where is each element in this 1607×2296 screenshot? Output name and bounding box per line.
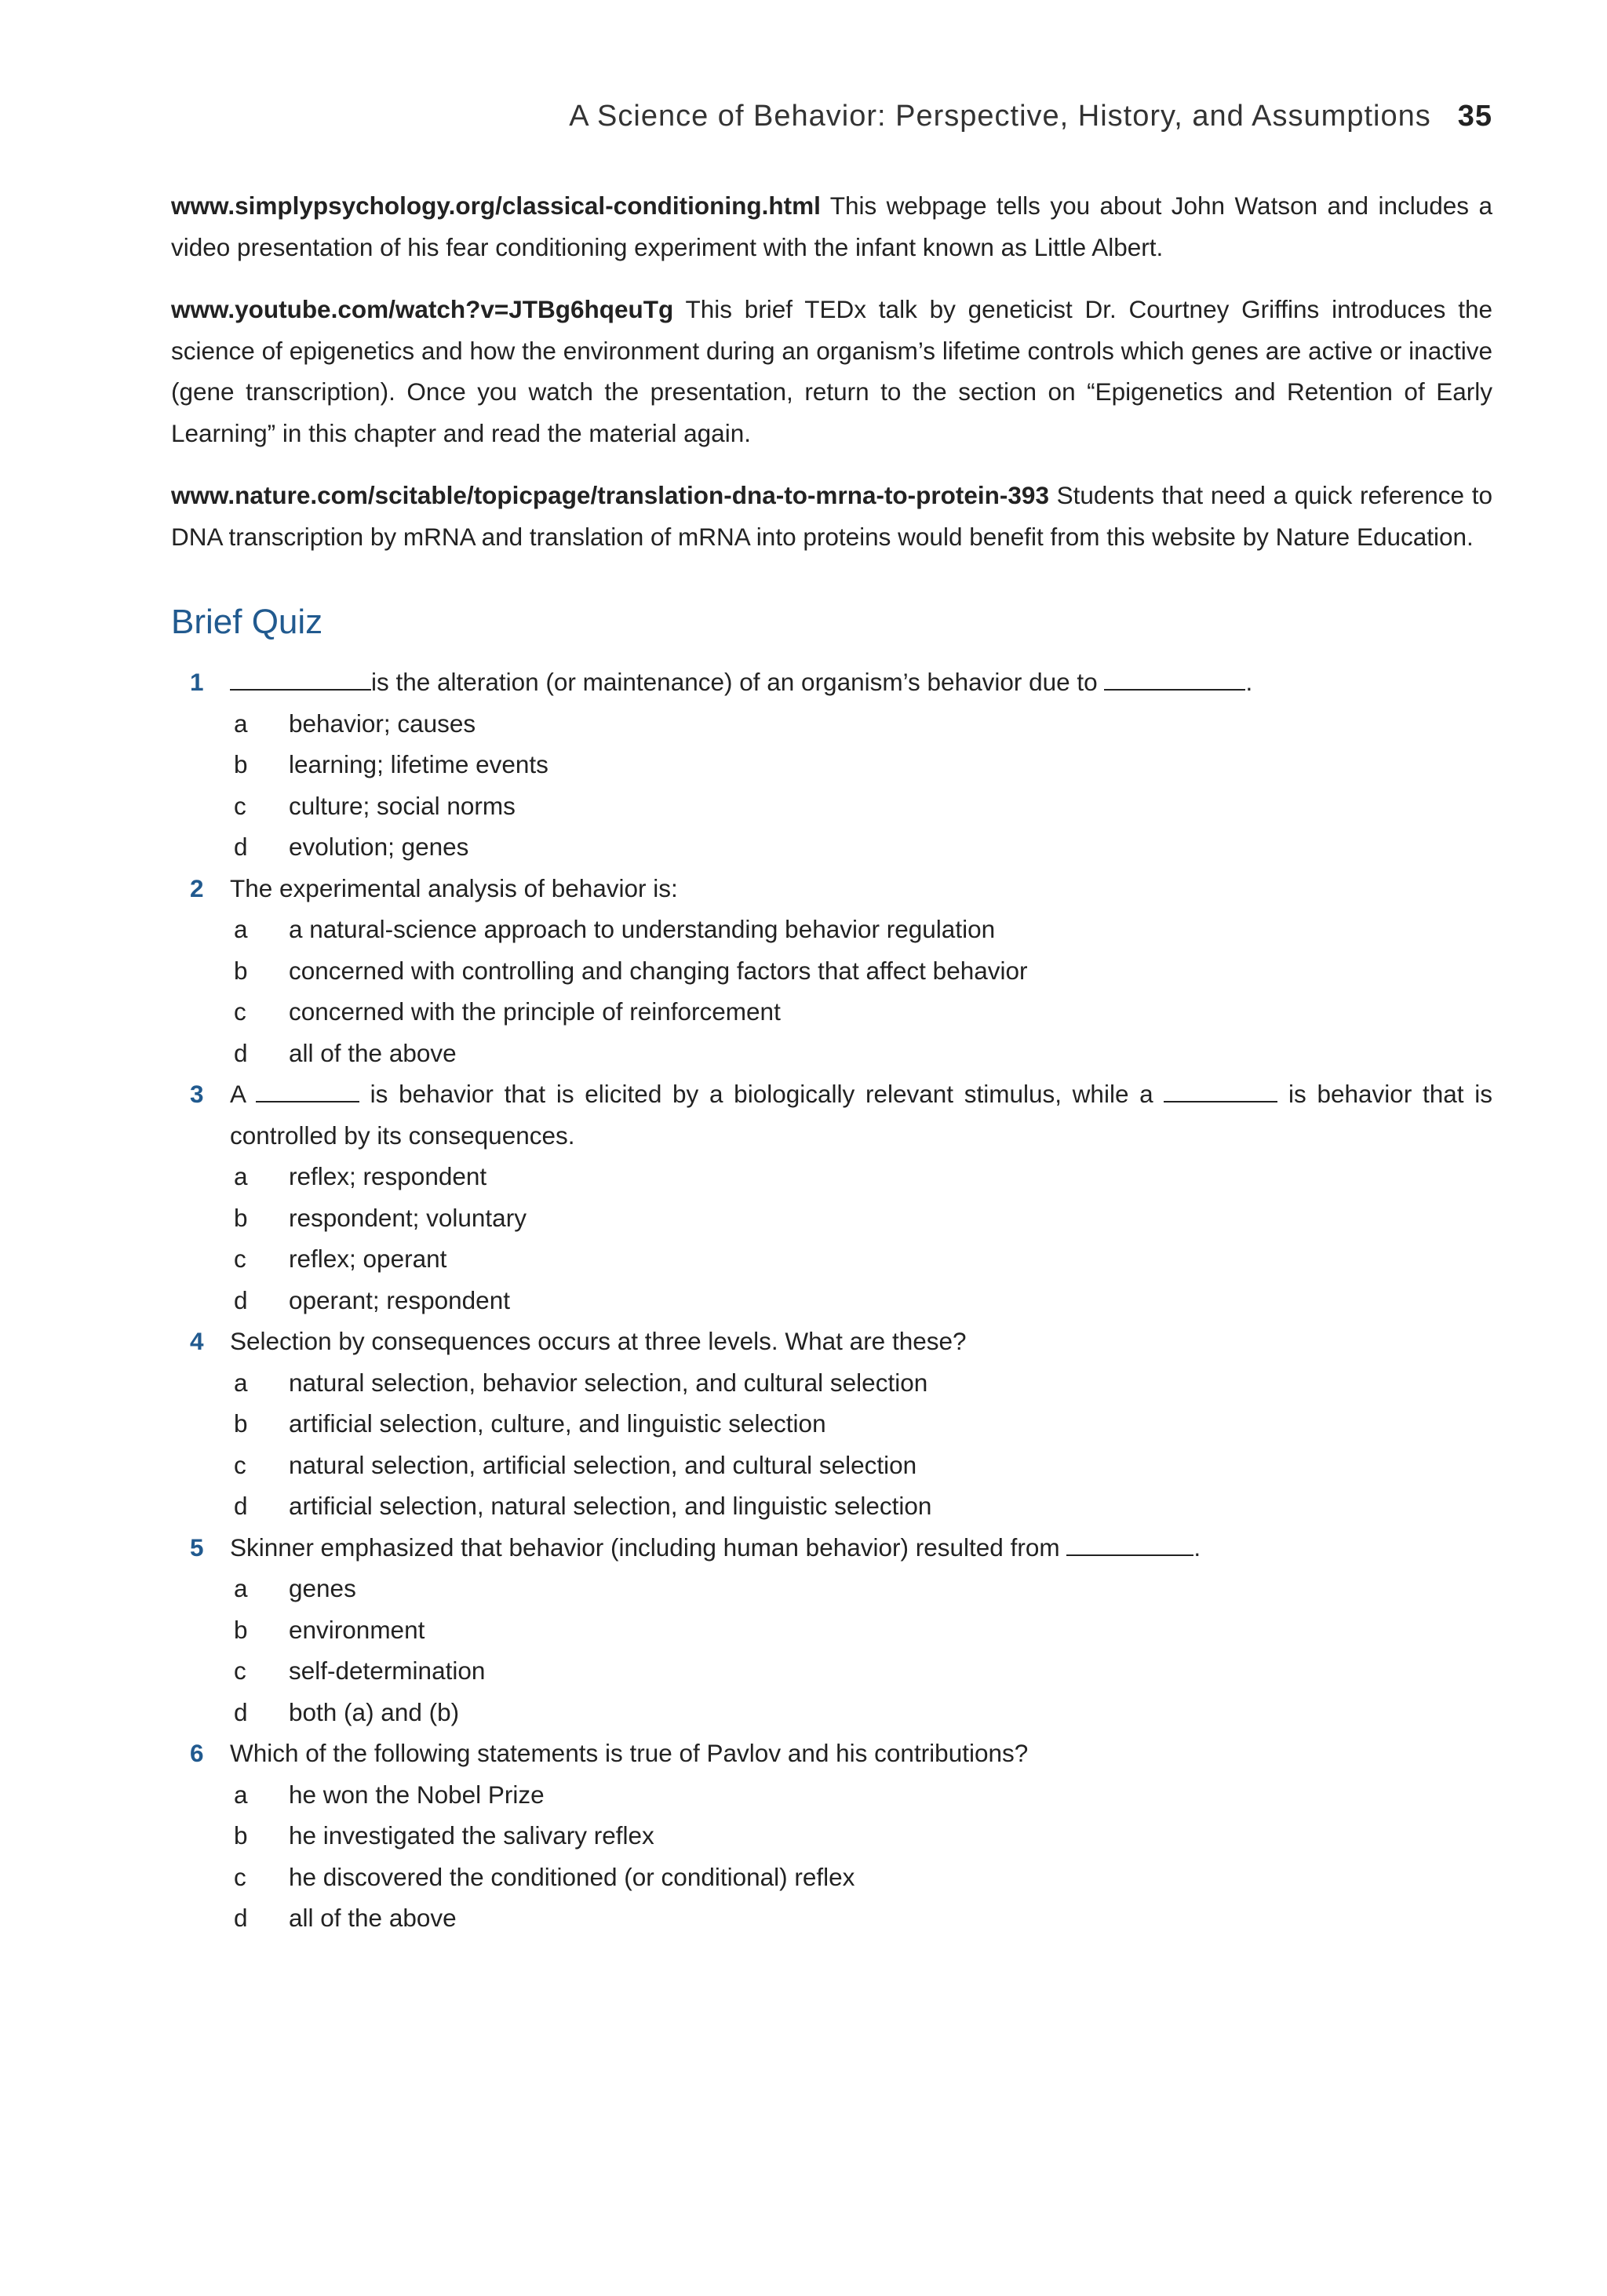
- answer-option: [171, 991, 1492, 1033]
- resource-description: Students that need a quick reference to DNA transcription by mRNA and translation of mRNA into proteins would benefit from this website by Nature Education.: [171, 481, 1492, 551]
- question-text: The experimental analysis of behavior is:: [230, 873, 678, 902]
- option-text: artificial selection, natural selection, and linguistic selection: [289, 1492, 932, 1520]
- question-text: Selection by consequences occurs at three levels. What are these?: [230, 1327, 967, 1355]
- option-text: he won the Nobel Prize: [289, 1780, 545, 1809]
- answer-option: [171, 785, 1492, 827]
- fill-in-blank: [1066, 1532, 1193, 1556]
- answer-option: [171, 1857, 1492, 1898]
- question-stem: [171, 1073, 1492, 1156]
- answer-option: [171, 1280, 1492, 1321]
- fill-in-blank: [256, 1079, 359, 1102]
- question-text: Which of the following statements is true of Pavlov and his contributions?: [230, 1739, 1029, 1767]
- option-text: environment: [289, 1615, 425, 1644]
- answer-option: [171, 1485, 1492, 1527]
- option-text: reflex; respondent: [289, 1162, 487, 1190]
- question-stem: [171, 1733, 1492, 1774]
- question-number: 2: [190, 873, 204, 902]
- option-letter: b: [234, 1203, 248, 1232]
- quiz-question: [171, 868, 1492, 1074]
- option-letter: b: [234, 1409, 248, 1438]
- option-text: operant; respondent: [289, 1285, 510, 1314]
- option-letter: c: [234, 1450, 246, 1479]
- option-letter: b: [234, 750, 248, 778]
- answer-option: [171, 1568, 1492, 1609]
- question-number: 6: [190, 1739, 204, 1767]
- resource-description: This webpage tells you about John Watson and includes a video presentation of his fear conditioning experiment with the infant known as Little Albert.: [171, 191, 1492, 261]
- option-letter: c: [234, 1656, 246, 1685]
- option-text: reflex; operant: [289, 1245, 447, 1273]
- option-text: genes: [289, 1574, 356, 1602]
- resource-url: www.youtube.com/watch?v=JTBg6hqeuTg: [171, 295, 674, 323]
- answer-option: [171, 1238, 1492, 1280]
- question-stem: [171, 1321, 1492, 1362]
- quiz-heading: Brief Quiz: [171, 603, 323, 641]
- option-letter: d: [234, 1492, 248, 1520]
- answer-option: [171, 1362, 1492, 1404]
- option-letter: c: [234, 1245, 246, 1273]
- answer-option: [171, 1692, 1492, 1733]
- page-number: 35: [1457, 100, 1492, 133]
- option-letter: a: [234, 1368, 248, 1397]
- quiz-question: [171, 661, 1492, 868]
- fill-in-blank: [230, 667, 371, 691]
- option-text: natural selection, behavior selection, and cultural selection: [289, 1368, 928, 1397]
- answer-option: [171, 1609, 1492, 1651]
- option-text: both (a) and (b): [289, 1697, 460, 1726]
- question-text: A: [230, 1080, 256, 1108]
- resource-url: www.nature.com/scitable/topicpage/translation-dna-to-mrna-to-protein-393: [171, 481, 1049, 509]
- resource-description: This brief TEDx talk by geneticist Dr. Courtney Griffins introduces the science of epigenetics and how the environment during an organism’s lifetime controls which genes are active or inactive (gene transcription). Once you watch the presentation, return to the section on “Epigenetics and Retention of Early Learning” in this chapter and read the material again.: [171, 295, 1492, 447]
- option-text: artificial selection, culture, and linguistic selection: [289, 1409, 826, 1438]
- answer-option: [171, 1403, 1492, 1445]
- option-text: evolution; genes: [289, 833, 469, 861]
- answer-option: [171, 1774, 1492, 1816]
- option-letter: c: [234, 791, 246, 820]
- answer-option: [171, 1897, 1492, 1939]
- question-text: is behavior that is controlled by its consequences.: [230, 1080, 1492, 1150]
- question-text: is the alteration (or maintenance) of an organism’s behavior due to: [371, 668, 1105, 696]
- answer-option: [171, 1033, 1492, 1074]
- option-letter: a: [234, 1574, 248, 1602]
- option-text: natural selection, artificial selection, and cultural selection: [289, 1450, 917, 1479]
- option-text: he investigated the salivary reflex: [289, 1821, 654, 1850]
- question-text: .: [1193, 1532, 1201, 1562]
- option-text: concerned with controlling and changing factors that affect behavior: [289, 956, 1028, 985]
- option-letter: a: [234, 1780, 248, 1809]
- resource-entry: [171, 475, 1492, 557]
- answer-option: [171, 1445, 1492, 1486]
- option-text: respondent; voluntary: [289, 1203, 527, 1232]
- option-text: behavior; causes: [289, 709, 476, 738]
- resource-url: www.simplypsychology.org/classical-conditioning.html: [171, 191, 821, 220]
- question-number: 5: [190, 1532, 204, 1562]
- option-letter: d: [234, 1904, 248, 1932]
- resource-entry: [171, 185, 1492, 268]
- option-letter: d: [234, 833, 248, 861]
- question-stem: [171, 661, 1492, 703]
- question-text: .: [1245, 668, 1253, 696]
- answer-option: [171, 826, 1492, 868]
- chapter-title: A Science of Behavior: Perspective, History, and Assumptions: [569, 100, 1431, 133]
- question-number: 3: [190, 1080, 204, 1108]
- option-letter: b: [234, 1615, 248, 1644]
- question-number: 4: [190, 1327, 204, 1355]
- page-content: [171, 185, 1492, 1939]
- option-letter: c: [234, 997, 246, 1026]
- option-letter: a: [234, 1162, 248, 1190]
- option-text: concerned with the principle of reinforcement: [289, 997, 781, 1026]
- option-text: learning; lifetime events: [289, 750, 548, 778]
- option-letter: d: [234, 1038, 248, 1067]
- option-text: self-determination: [289, 1656, 486, 1685]
- quiz-question: [171, 1733, 1492, 1939]
- option-letter: a: [234, 709, 248, 738]
- quiz-question: [171, 1321, 1492, 1527]
- question-text: is behavior that is elicited by a biologically relevant stimulus, while a: [359, 1080, 1164, 1108]
- question-number: 1: [190, 668, 204, 696]
- fill-in-blank: [1164, 1079, 1277, 1102]
- question-stem: [171, 868, 1492, 909]
- answer-option: [171, 1197, 1492, 1239]
- answer-option: [171, 744, 1492, 785]
- option-text: all of the above: [289, 1038, 457, 1067]
- answer-option: [171, 1156, 1492, 1197]
- question-text: Skinner emphasized that behavior (including human behavior) resulted from: [230, 1532, 1067, 1562]
- running-head: [569, 100, 1492, 133]
- option-letter: d: [234, 1697, 248, 1726]
- option-letter: b: [234, 1821, 248, 1850]
- answer-option: [171, 950, 1492, 992]
- answer-option: [171, 1650, 1492, 1692]
- resource-entry: [171, 289, 1492, 454]
- option-letter: b: [234, 956, 248, 985]
- quiz-question: [171, 1073, 1492, 1321]
- fill-in-blank: [1104, 667, 1245, 691]
- option-text: a natural-science approach to understanding behavior regulation: [289, 915, 996, 943]
- option-letter: c: [234, 1862, 246, 1891]
- option-text: culture; social norms: [289, 791, 516, 820]
- answer-option: [171, 703, 1492, 745]
- answer-option: [171, 1815, 1492, 1857]
- option-text: all of the above: [289, 1904, 457, 1932]
- option-letter: d: [234, 1285, 248, 1314]
- quiz-question: [171, 1527, 1492, 1733]
- answer-option: [171, 909, 1492, 950]
- option-letter: a: [234, 915, 248, 943]
- option-text: he discovered the conditioned (or conditional) reflex: [289, 1862, 855, 1891]
- question-stem: [171, 1527, 1492, 1569]
